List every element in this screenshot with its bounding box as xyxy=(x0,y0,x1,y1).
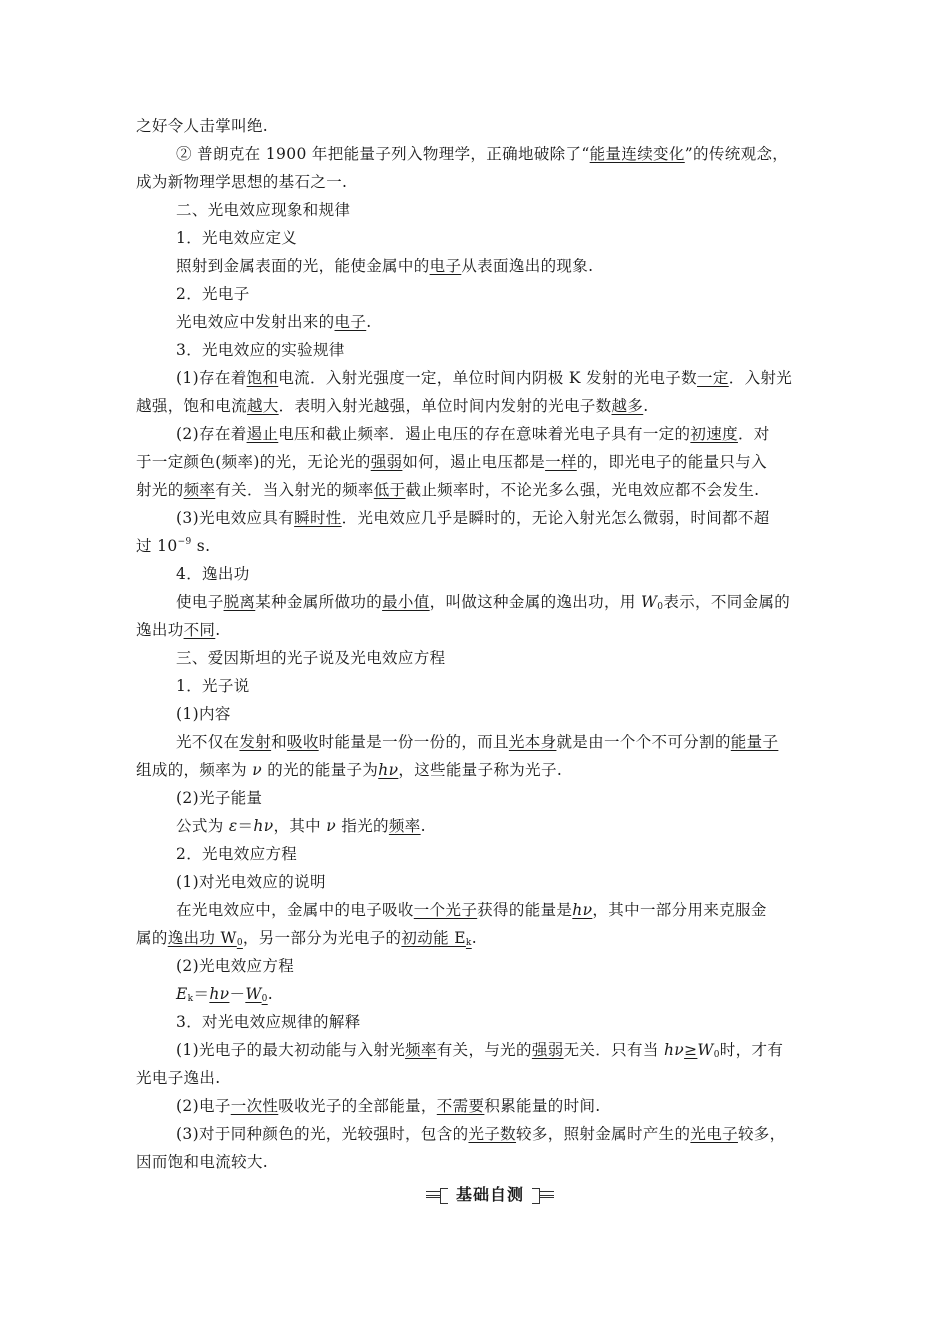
underlined-answer: 初动能 E xyxy=(401,929,466,947)
underlined-answer: 越大 xyxy=(246,397,279,415)
text-span: W xyxy=(697,1041,714,1059)
underlined-answer: 脱离 xyxy=(223,593,256,611)
underlined-answer: W xyxy=(245,985,262,1003)
text-span: 时能量是一份一份的，而且 xyxy=(318,733,509,751)
text-span: 和 xyxy=(271,733,287,751)
text-span: 表示，不同金属的 xyxy=(663,593,791,611)
text-line xyxy=(136,928,477,948)
underlined-answer: 能量连续变化 xyxy=(589,145,685,163)
text-span: 使电子 xyxy=(176,593,224,611)
underlined-answer: 光本身 xyxy=(508,733,557,751)
underlined-answer: 饱和 xyxy=(246,369,279,387)
section-banner xyxy=(426,1184,554,1206)
text-span: 有关．当入射光的频率 xyxy=(215,481,374,499)
underlined-answer: 一定 xyxy=(697,369,729,387)
text-span: . xyxy=(267,985,273,1003)
text-span: ② 普朗克在 1900 年把能量子列入物理学，正确地破除了“ xyxy=(176,145,590,163)
text-span: 3．对光电效应规律的解释 xyxy=(176,1013,361,1031)
underlined-answer: ≥ xyxy=(684,1041,698,1059)
text-span: hν xyxy=(663,1041,685,1059)
text-span: ．入射光 xyxy=(728,369,793,387)
text-span: s. xyxy=(191,537,211,555)
underlined-answer: 不同 xyxy=(183,621,216,639)
text-line xyxy=(176,1012,361,1032)
text-line xyxy=(176,956,294,976)
text-span: 1．光电效应定义 xyxy=(176,229,298,247)
underlined-answer: 瞬时性 xyxy=(294,509,342,527)
text-span: 0 xyxy=(713,1050,720,1060)
text-span: . xyxy=(215,621,221,639)
text-span: 时，才有 xyxy=(719,1041,784,1059)
underlined-answer: 频率 xyxy=(183,481,216,499)
underlined-answer: 吸收 xyxy=(286,733,319,751)
text-span: (2)电子 xyxy=(176,1097,231,1115)
text-span: 0 xyxy=(657,602,664,612)
text-span: － xyxy=(229,985,246,1003)
text-span: 3．光电效应的实验规律 xyxy=(176,341,345,359)
text-line xyxy=(136,396,649,416)
underlined-answer: 一个光子 xyxy=(413,901,478,919)
text-span: 截止频率时，不论光多么强，光电效应都不会发生. xyxy=(405,481,760,499)
text-span: (2)光电效应方程 xyxy=(176,957,295,975)
underlined-answer: 一样 xyxy=(545,453,577,471)
underlined-answer: 光子数 xyxy=(468,1125,517,1143)
underlined-answer: 初速度 xyxy=(690,425,738,443)
text-line xyxy=(176,312,372,332)
text-span: 属的 xyxy=(136,929,168,947)
underlined-answer: hν xyxy=(572,901,593,919)
underlined-answer: 越多 xyxy=(611,397,644,415)
text-span: 越强，饱和电流 xyxy=(136,397,247,415)
text-span: (3)光电效应具有 xyxy=(176,509,295,527)
text-span: 光电子逸出. xyxy=(136,1069,221,1087)
text-line xyxy=(176,144,788,164)
text-span: 在光电效应中，金属中的电子吸收 xyxy=(176,901,414,919)
text-line xyxy=(176,284,250,304)
text-span: 较多，照射金属时产生的 xyxy=(516,1125,691,1143)
text-line xyxy=(176,788,262,808)
text-span: 的光的能量子为 xyxy=(262,761,379,779)
text-span: 2．光电效应方程 xyxy=(176,845,298,863)
text-line xyxy=(136,452,767,472)
text-span: 指光的 xyxy=(336,817,389,835)
text-span: . xyxy=(643,397,649,415)
banner-label: 基础自测 xyxy=(448,1184,532,1206)
text-span: 照射到金属表面的光，能使金属中的 xyxy=(176,257,430,275)
text-line xyxy=(176,340,345,360)
text-span: hν xyxy=(253,817,274,835)
text-line xyxy=(136,1068,221,1088)
text-line xyxy=(176,368,792,388)
text-line xyxy=(176,648,445,668)
text-span: (2)光子能量 xyxy=(176,789,263,807)
underlined-answer: k xyxy=(465,938,472,948)
text-span: W xyxy=(640,593,658,611)
text-line xyxy=(176,228,297,248)
underlined-answer: 遏止 xyxy=(246,425,279,443)
text-line xyxy=(176,200,350,220)
text-line xyxy=(176,508,770,528)
text-span: (1)对光电效应的说明 xyxy=(176,873,326,891)
text-span: 吸收光子的全部能量， xyxy=(278,1097,437,1115)
text-span: . xyxy=(420,817,426,835)
text-span: (1)内容 xyxy=(176,705,231,723)
text-line xyxy=(176,1124,786,1144)
text-span: 电流．入射光强度一定，单位时间内阴极 K 发射的光电子数 xyxy=(278,369,698,387)
text-span: (1)光电子的最大初动能与入射光 xyxy=(176,1041,406,1059)
text-line xyxy=(176,1096,601,1116)
text-line xyxy=(136,536,210,556)
text-line xyxy=(176,592,790,612)
text-span: 电压和截止频率．遏止电压的存在意味着光电子具有一定的 xyxy=(278,425,691,443)
text-span: 之好令人击掌叫绝. xyxy=(136,117,269,135)
text-span: −9 xyxy=(177,537,192,547)
text-line xyxy=(136,620,221,640)
underlined-answer: 强弱 xyxy=(370,453,403,471)
text-line xyxy=(176,1040,783,1060)
text-span: . xyxy=(366,313,372,331)
text-span: 的，即光电子的能量只与入 xyxy=(576,453,767,471)
underlined-answer: 光电子 xyxy=(690,1125,738,1143)
text-span: (3)对于同种颜色的光，光较强时，包含的 xyxy=(176,1125,469,1143)
underlined-answer: 0 xyxy=(261,994,268,1004)
text-span: 4．逸出功 xyxy=(176,565,250,583)
text-span: 光不仅在 xyxy=(176,733,240,751)
text-span: 1．光子说 xyxy=(176,677,250,695)
underlined-answer: 频率 xyxy=(388,817,421,835)
underlined-answer: hν xyxy=(378,761,399,779)
text-line xyxy=(176,564,250,584)
text-span: k xyxy=(187,994,194,1004)
underlined-answer: 电子 xyxy=(429,257,462,275)
text-span: 从表面逸出的现象. xyxy=(461,257,594,275)
text-line xyxy=(176,816,426,836)
text-span: 逸出功 xyxy=(136,621,184,639)
text-span: ，其中 xyxy=(273,817,327,835)
text-span: ν xyxy=(326,817,337,835)
text-line xyxy=(176,984,273,1004)
text-line xyxy=(176,424,770,444)
text-line xyxy=(176,704,231,724)
text-span: ＝ xyxy=(237,817,254,835)
text-span: 于一定颜色(频率)的光，无论光的 xyxy=(136,453,371,471)
underlined-answer: 发射 xyxy=(239,733,272,751)
text-span: ．表明入射光越强，单位时间内发射的光电子数 xyxy=(278,397,612,415)
text-span: ．对 xyxy=(737,425,770,443)
text-span: 如何，遏止电压都是 xyxy=(402,453,546,471)
text-span: 三、爱因斯坦的光子说及光电效应方程 xyxy=(176,649,446,667)
underlined-answer: 强弱 xyxy=(531,1041,564,1059)
text-line xyxy=(176,844,297,864)
text-span: 无关．只有当 xyxy=(563,1041,664,1059)
text-span: 射光的 xyxy=(136,481,184,499)
text-span: (1)存在着 xyxy=(176,369,247,387)
text-span: ”的传统观念， xyxy=(684,145,789,163)
text-span: 光电效应中发射出来的 xyxy=(176,313,335,331)
text-span: ，另一部分为光电子的 xyxy=(242,929,402,947)
underlined-answer: 一次性 xyxy=(230,1097,279,1115)
text-span: 组成的，频率为 xyxy=(136,761,253,779)
underlined-answer: hν xyxy=(209,985,230,1003)
text-span: ε xyxy=(228,817,238,835)
text-line xyxy=(136,480,759,500)
text-span: 积累能量的时间. xyxy=(484,1097,601,1115)
underlined-answer: 低于 xyxy=(373,481,406,499)
text-line xyxy=(136,172,347,192)
text-span: 某种金属所做功的 xyxy=(255,593,383,611)
underlined-answer: 最小值 xyxy=(382,593,430,611)
text-span: ν xyxy=(252,761,263,779)
text-span: 较多， xyxy=(737,1125,786,1143)
underlined-answer: 频率 xyxy=(405,1041,437,1059)
text-span: ．光电效应几乎是瞬时的，无论入射光怎么微弱，时间都不超 xyxy=(341,509,770,527)
underlined-answer: 能量子 xyxy=(730,733,779,751)
underlined-answer: 电子 xyxy=(334,313,367,331)
text-span: ，叫做这种金属的逸出功，用 xyxy=(429,593,641,611)
text-span: 二、光电效应现象和规律 xyxy=(176,201,351,219)
text-span: ，这些能量子称为光子. xyxy=(398,761,563,779)
text-span: 有关，与光的 xyxy=(436,1041,532,1059)
text-span: (2)存在着 xyxy=(176,425,247,443)
text-span: 过 10 xyxy=(136,537,178,555)
text-line xyxy=(176,256,593,276)
text-span: 2．光电子 xyxy=(176,285,250,303)
text-line xyxy=(176,732,778,752)
text-span: 获得的能量是 xyxy=(477,901,573,919)
text-span: 公式为 xyxy=(176,817,229,835)
text-line xyxy=(176,872,326,892)
underlined-answer: 不需要 xyxy=(436,1097,485,1115)
text-line xyxy=(136,116,268,136)
underlined-answer: 0 xyxy=(236,938,243,948)
text-span: ＝ xyxy=(193,985,210,1003)
text-span: E xyxy=(176,985,188,1003)
text-line xyxy=(176,900,767,920)
text-line xyxy=(176,676,250,696)
text-span: 因而饱和电流较大. xyxy=(136,1153,269,1171)
text-span: ，其中一部分用来克服金 xyxy=(592,901,767,919)
text-line xyxy=(136,760,562,780)
underlined-answer: 逸出功 W xyxy=(167,929,237,947)
text-span: 成为新物理学思想的基石之一. xyxy=(136,173,348,191)
text-span: 就是由一个个不可分割的 xyxy=(556,733,731,751)
text-line xyxy=(136,1152,268,1172)
text-span: . xyxy=(471,929,477,947)
